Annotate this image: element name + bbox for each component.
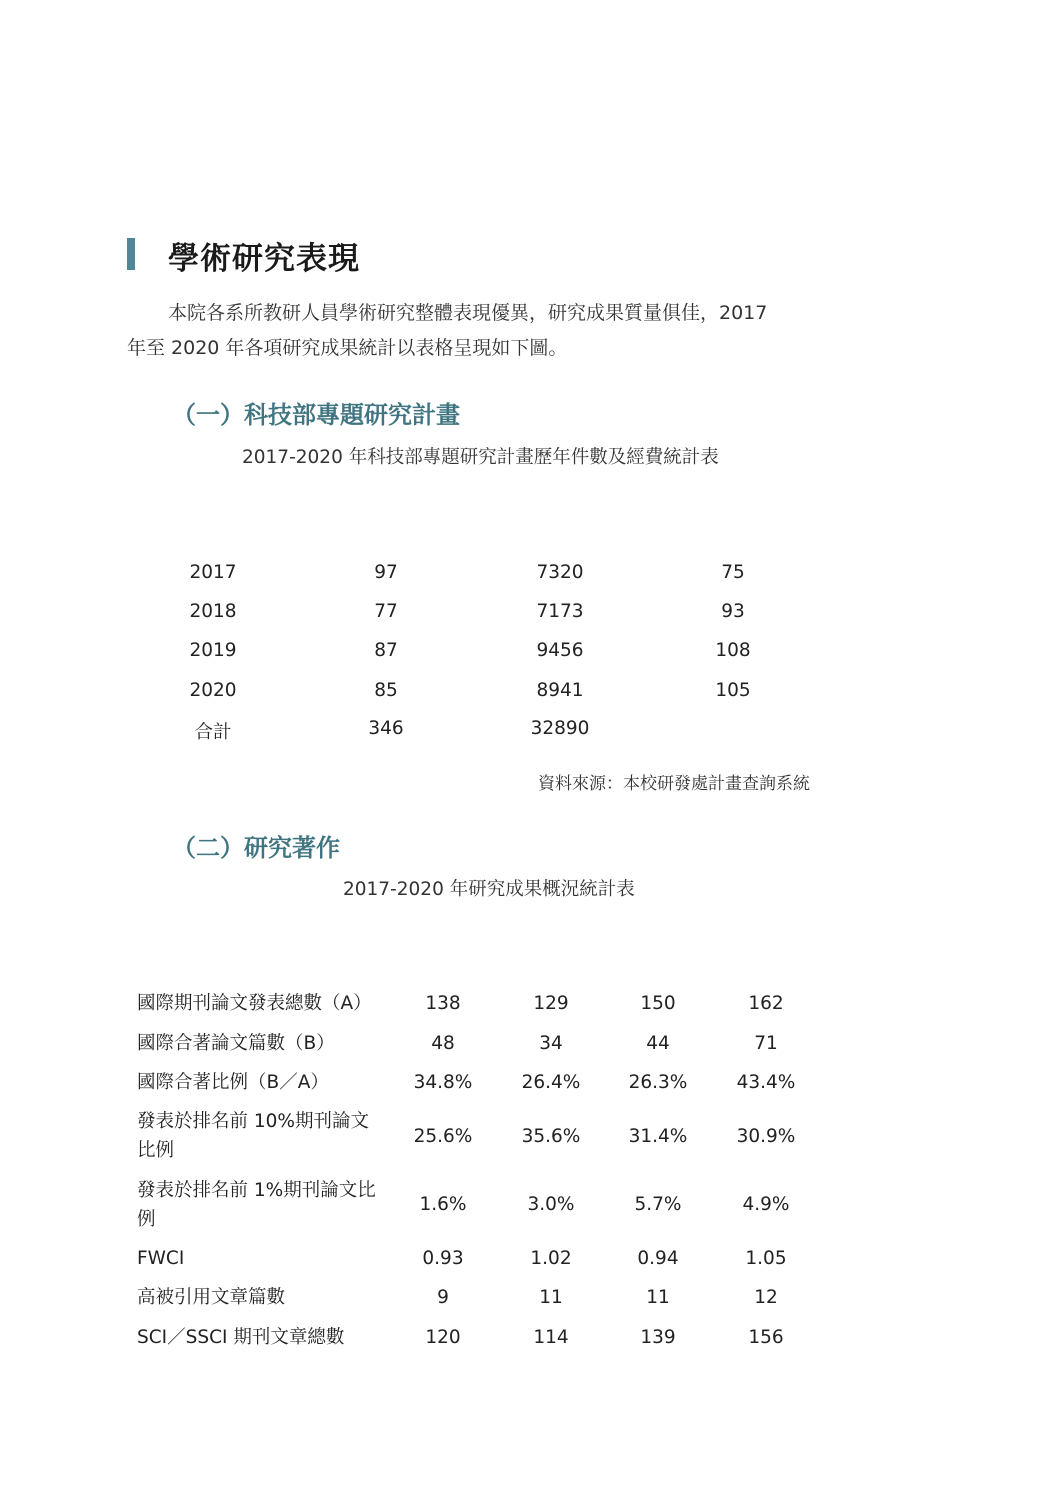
data-source-note: 資料來源：本校研發處計畫查詢系統 (538, 774, 810, 794)
row-label: 國際合著論文篇數（B） (137, 1033, 335, 1054)
table-cell: 25.6% (413, 1126, 473, 1147)
table-cell: 0.93 (422, 1248, 464, 1269)
table-cell: 346 (368, 718, 404, 739)
table-cell: 9456 (536, 640, 584, 661)
intro-paragraph-line-1: 本院各系所教研人員學術研究整體表現優異，研究成果質量俱佳，2017 (168, 302, 768, 324)
table-cell: 139 (640, 1327, 676, 1348)
row-label: SCI／SSCI 期刊文章總數 (137, 1327, 345, 1348)
table-cell: 34 (539, 1033, 563, 1054)
page-heading: 學術研究表現 (168, 241, 360, 277)
section-2-title: （二）研究著作 (172, 834, 340, 862)
section-1-title: （一）科技部專題研究計畫 (172, 401, 460, 429)
table-cell: 43.4% (736, 1072, 796, 1093)
table-cell: 11 (646, 1287, 670, 1308)
table-cell: 156 (748, 1327, 784, 1348)
table-cell: 2019 (189, 640, 237, 661)
table-cell: 34.8% (413, 1072, 473, 1093)
table-cell: 1.6% (419, 1194, 467, 1215)
table-cell: 合計 (194, 722, 232, 743)
table-cell: 85 (374, 680, 398, 701)
table-cell: 44 (646, 1033, 670, 1054)
table-cell: 138 (425, 993, 461, 1014)
table-cell: 87 (374, 640, 398, 661)
table-cell: 31.4% (628, 1126, 688, 1147)
intro-paragraph-line-2: 年至 2020 年各項研究成果統計以表格呈現如下圖。 (127, 337, 568, 359)
table-cell: 1.02 (530, 1248, 572, 1269)
table-cell: 32890 (530, 718, 590, 739)
table-cell: 93 (721, 601, 745, 622)
table-cell: 9 (437, 1287, 449, 1308)
section-2-caption: 2017-2020 年研究成果概況統計表 (343, 879, 635, 900)
row-label: 發表於排名前 10%期刊論文比例 (137, 1111, 370, 1161)
table-cell: 120 (425, 1327, 461, 1348)
table-cell: 12 (754, 1287, 778, 1308)
table-cell: 2018 (189, 601, 237, 622)
table-cell: 0.94 (637, 1248, 679, 1269)
table-cell: 26.3% (628, 1072, 688, 1093)
table-cell: 3.0% (527, 1194, 575, 1215)
row-label: 國際期刊論文發表總數（A） (137, 993, 372, 1014)
table-cell: 162 (748, 993, 784, 1014)
heading-accent-bar (127, 238, 135, 270)
row-label: 國際合著比例（B／A） (137, 1072, 329, 1093)
table-cell: 97 (374, 562, 398, 583)
table-cell: 7320 (536, 562, 584, 583)
table-cell: 150 (640, 993, 676, 1014)
table-cell: 108 (715, 640, 751, 661)
table-cell: 11 (539, 1287, 563, 1308)
section-1-caption: 2017-2020 年科技部專題研究計畫歷年件數及經費統計表 (242, 447, 719, 468)
table-cell: 30.9% (736, 1126, 796, 1147)
table-cell: 129 (533, 993, 569, 1014)
table-cell: 114 (533, 1327, 569, 1348)
table-cell: 77 (374, 601, 398, 622)
table-cell: 2020 (189, 680, 237, 701)
table-cell: 105 (715, 680, 751, 701)
table-cell: 35.6% (521, 1126, 581, 1147)
table-cell: 2017 (189, 562, 237, 583)
table-cell: 4.9% (742, 1194, 790, 1215)
table-cell: 7173 (536, 601, 584, 622)
table-cell: 5.7% (634, 1194, 682, 1215)
table-cell: 75 (721, 562, 745, 583)
table-cell: 48 (431, 1033, 455, 1054)
row-label: FWCI (137, 1248, 185, 1269)
row-label: 發表於排名前 1%期刊論文比例 (137, 1180, 376, 1230)
table-cell: 26.4% (521, 1072, 581, 1093)
table-cell: 1.05 (745, 1248, 787, 1269)
row-label: 高被引用文章篇數 (137, 1287, 286, 1308)
table-cell: 8941 (536, 680, 584, 701)
table-cell: 71 (754, 1033, 778, 1054)
